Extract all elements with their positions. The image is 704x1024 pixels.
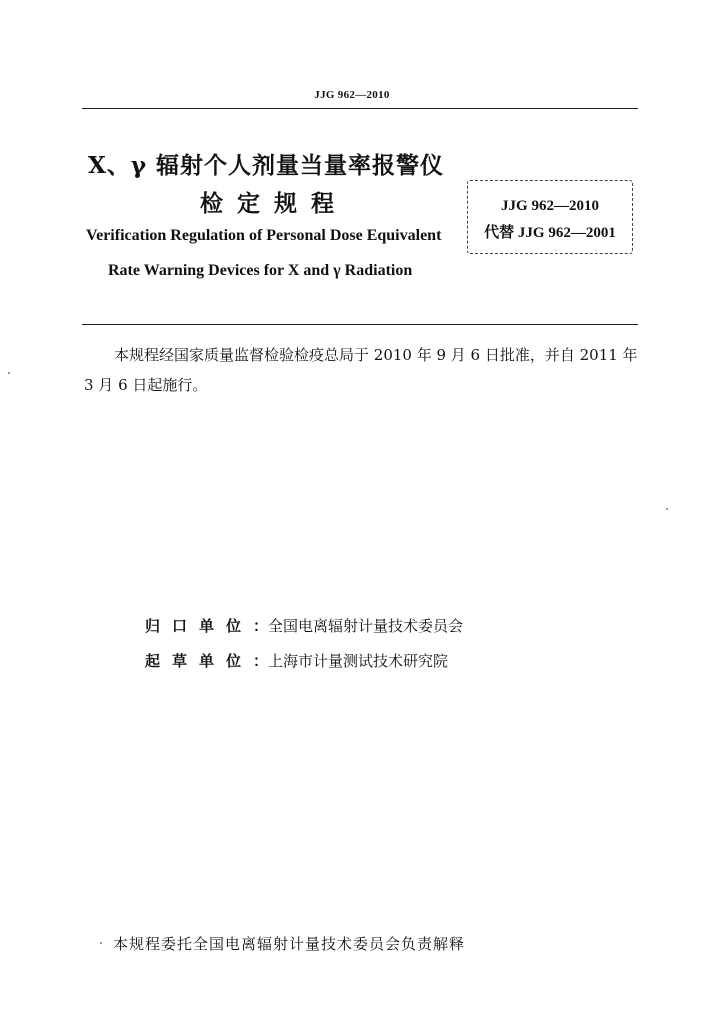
responsible-unit-value: 全国电离辐射计量技术委员会: [268, 617, 464, 635]
drafting-unit-label: 起草单位: [145, 652, 254, 670]
standard-code-box: [467, 180, 633, 254]
title-english-line1: Verification Regulation of Personal Dose Equivalent: [86, 227, 442, 244]
header-standard-code: JJG 962—2010: [314, 89, 390, 101]
standard-code: JJG 962—2010: [501, 198, 599, 214]
header-divider: [82, 108, 638, 109]
title-divider: [82, 324, 638, 325]
interpretation-note: 本规程委托全国电离辐射计量技术委员会负责解释: [113, 935, 466, 953]
title-english-line2: Rate Warning Devices for X and γ Radiation: [108, 262, 413, 279]
responsible-unit-row: [145, 615, 463, 636]
drafting-unit-colon: ：: [253, 652, 269, 670]
responsible-unit-colon: ：: [253, 617, 269, 635]
approval-statement: 本规程经国家质量监督检验检疫总局于 2010 年 9 月 6 日批准，并自 2011 年 3 月 6 日起施行。: [84, 346, 638, 394]
drafting-unit-row: [145, 650, 448, 671]
title-chinese-line1: X、γ 辐射个人剂量当量率报警仪: [88, 152, 445, 179]
responsible-unit-label: 归口单位: [145, 617, 254, 635]
drafting-unit-value: 上海市计量测试技术研究院: [268, 652, 449, 670]
replaced-standard-code: 代替 JJG 962—2001: [484, 225, 616, 241]
scan-speck: [100, 942, 102, 944]
title-chinese-line2: 检定规程: [200, 190, 348, 217]
scan-speck: [666, 508, 668, 510]
scan-speck: [8, 372, 10, 374]
